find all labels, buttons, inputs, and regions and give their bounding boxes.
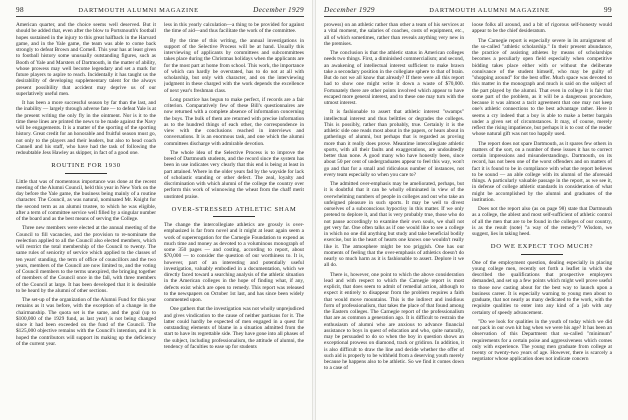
magazine-title: DARTMOUTH ALUMNI MAGAZINE xyxy=(429,7,550,14)
paragraph: Does not the report also (as on page 98) state that Dartmouth as a college, the ablest and most self-sufficient of athletic control of all the men that are to be found in the colleges of our country, is as the result (note) "a way of the remedy"? Wisdom, we suggest, lies in taking heed. xyxy=(472,206,612,237)
section-heading: OVER-STRESSED ATHLETIC SHAM xyxy=(171,205,297,213)
section-heading: ROUTINE FOR 1930 xyxy=(51,162,121,170)
paragraph: One gathers that the investigation was not wholly unprejudiced and gives vindication to the cause of neither partisans for it. The latter could hardly be expected of men engaged in a quest for outstanding elements of blame in a situation admitted from the start to have its regrettable side. They have gone into all phases of the subject, including professionalism, the attitude of alumni, the tendency of faculties to ease up for students xyxy=(164,306,304,350)
section-divider xyxy=(213,216,255,217)
paragraph: The set-up of the organization of the Alumni Fund for this year remains as it was before, with the exception of a change in the chairmanship. The quota set is the same, and the goal (up to $100,000 of the 1929 fund, as last year) is not being changed since it had been exceeded on the fund of the Council. The $125,000 objective remains with the Council's intention, and it is hoped the contributors will support its making up the deficiency of the current year. xyxy=(16,297,156,347)
right-column-2 xyxy=(472,22,612,420)
right-page-columns xyxy=(324,22,612,420)
page-number: 98 xyxy=(16,6,24,14)
paragraph: Little that was of momentous importance was done at the recent meeting of the Alumni Council, held this year in New York on the day before the Yale game, the business being mainly of a routine character. The Council, as was natural, nominated Mr. Knight for the second term as an alumni trustee, to which he was eligible, after a term of committee service well filled by a singular number of the board and as the best means of serving the College. xyxy=(16,178,156,222)
paragraph: less in this yearly calculation—a thing to be provided for against the time of aid—and thus facilitate the work of the committee. xyxy=(164,22,304,35)
paragraph: The change the intercollegiate athletics are grossly is over-emphasized is far from novel and it might at least again seem a work of supererogation for the Carnegie Foundation to expend as much time and money as devoted to a voluminous monograph of some 350 pages — and costing, according to report, about $70,000 — to consider the question of our worthiness to. It is, however, part of an interesting and potentially useful investigation, valuably embodied in a documentation, which we directly faced toward a searching analysis of the athletic situation in the American colleges in the hope of finding what, if any, defects exist which are open to remedy. This report was released to the newspapers on October 1st last, and has since been widely commented upon. xyxy=(164,222,304,303)
section-divider xyxy=(65,173,107,174)
right-page xyxy=(316,0,628,420)
paragraph: Three new members were elected at the annual meeting of the Council to fill vacancies, and the provision to re-nominate the reelection applied to all the Council also elected members, which will restrict the total membership of the Council to twenty. The same rules of seniority of service which applied to the classes of ten years' standing, the term of office of councillors and the two years, members of the Council are now limited to, and the voting of Council members to the terms unexpired, the bringing together of members of the Council once in the fall, with three members of the Council at large. It has been developed that it is desirable to be heard by the alumni of other sections. xyxy=(16,225,156,294)
paragraph: Long practice has begun to make perfect, if records are a fair criterion. Comparatively few of these Bill's questionnaires are now returned with a complete absence of information concerning the boys. The bulk of them are returned with precise information as to the hundred things of each other, the correspondence in view with the conclusions reached in interviews and conversations. It is an enormous task, and one which the alumni committees discharge with admirable devotion. xyxy=(164,96,304,147)
left-page-columns xyxy=(16,22,304,420)
left-column-2 xyxy=(164,22,304,420)
paragraph: One of the employment question, dealing especially in placing young college men, recently set forth a leaflet in which she described the qualifications that prospective employers demanded, and set up a few points which might well prove useful to those now casting about for the best way to launch upon a business career. It is especially warning to young men about to graduate, that not nearly as many dedicated to the work, with the requisite qualities to enter into any kind of a job with any certainty of speedy advancement. xyxy=(472,259,612,316)
paragraph: "Do we look for qualities in the youth of today which we did not pack in our own kit bag when we were his age? It has been an observation of this Department that so-called "minimum" requirements for a certain poise and aggressiveness which comes only with experience. The young men graduate from college at twenty or twenty-two years of age. However, there is scarcely a negotiator whose application does not indicate concern xyxy=(472,318,612,363)
paragraph: loose folks all around, and a bit of rigorous self-honesty would appear to be the chief desideratum. xyxy=(472,22,612,35)
paragraph: American quarter, and the choice seems well deserved. But it should be added that, even after the blow to Portsmouth's football hopes sustained in the injury to this great halfback in the Harvard game, and in the Yale game, the team was able to come back strongly to defeat Brown and Cornell. This year has at least given to football history some unusually outstanding figures, such as Booth of Yale and Marsters of Dartmouth, in the matter of ability, whose prowess may well become legendary and set a mark for future players to aspire to reach. Incidentally it has taught us the desirability of developing supplementary talent for the always present possibility that accident may deprive us of our superlatively useful men. xyxy=(16,22,156,97)
paragraph: By the time of this writing, the annual investigations in support of the Selective Process will be at hand. Usually this interviewing of applicants by committees and subcommittees takes place during the Christmas holidays when the applicants are for the most part at home from school. This work, the importance of which can hardly be overstated, has to do not at all with scholarship, but only with character, and on the interviewing judgment in these charged with the work depends the excellence of next year's freshman class. xyxy=(164,37,304,94)
paragraph: The Carnegie report is especially severe in its arraignment of the so-called "athletic scholarship." In their present abundance, the practice of assisting athletes by means of scholarships becomes a peculiarly open field especially when competitive bidding takes place either with or without the deliberate connivance of the student himself, who may be guilty of "shopping around" for the best offer. Much space was devoted to this matter in the monograph and much is said on the subject of the part played by the alumni. That even in college it is fair that some part of the problem, as it will be a dangerous procedure, because it was almost a tacit agreement that one may not keep one's athletic connections to the best advantage rather. Here it seems a cry indeed that a boy is able to make a better bargain under a given set of circumstances. It may, of course, merely reflect the rising impatience, but perhaps it is to cost of the reader whose natural gift was not too happily used. xyxy=(472,37,612,138)
page-number: 99 xyxy=(604,6,612,14)
issue-date: December 1929 xyxy=(253,6,304,14)
paragraph: The report does not spare Dartmouth, as it spares few others in matters of the sort, on a number of these issues it has to correct certain impressions and misunderstandings. Dartmouth, on its record, has not been one of the worst offenders and on matters of fact it is found to be in compliance with what the report believes to be sound — an able college with its alumni of the aforesaid things. A particularly valuable passage in the report, as we see it, in defense of college athletic standards in consideration of what might be accomplished by the alumni and graduates of the institution. xyxy=(472,140,612,203)
running-header-left xyxy=(16,6,304,17)
paragraph: It has been a more successful season by far than the last, and the inability — largely through adverse fate — to defeat Yale is at the present writing the only fly in the ointment. Nor is it to the time these lines are printed the news to be made against the Navy will be engagements. It is a matter of the sporting of the sporting history. Great credit for an honorable and fruitful season must go, not only to the players and their leaders, but also to head coach Cannell and his staff, who have had the task of following the redoubtable Jess Hawley as skipper, in fact of a good one. xyxy=(16,100,156,156)
section-heading: DO WE EXPECT TOO MUCH? xyxy=(490,243,594,251)
right-column-1 xyxy=(324,22,464,420)
section-divider xyxy=(521,254,563,255)
paragraph: There is, however, one point to which the above consideration lead and with respect to which the Carnegie report is most explicit, that does seem to admit of remedial action, although to expect it entirely to disappear from the problem requires a faith that would move mountains. This is the indirect and insidious form of professionalism, that takes the place of that found among the Eastern colleges. The Carnegie report of the professionalism that are as common a generation ago. It is difficult to restrain the enthusiasm of alumni who are anxious to advance financial assistance to boys in quest of education and who, quite naturally, may be persuaded to do so when the boy in question shows an exceptional prowess on diamond, track or gridiron. In addition, it is also difficult to draw the line and decide whether the offer of such aid is properly to be withheld from a deserving youth merely because he happens also to be athletic. So we find it comes down to a case of xyxy=(324,271,464,372)
left-page xyxy=(0,0,312,420)
magazine-title: DARTMOUTH ALUMNI MAGAZINE xyxy=(78,7,199,14)
paragraph: prowess) on an athletic rather than other a team of his services at a vital moment, the salaries of coaches, costs of equipment, etc., all of which sometimes, rather than reveals anything very new in the premises. xyxy=(324,22,464,47)
running-header-right xyxy=(324,6,612,17)
paragraph: The whole idea of the Selective Process is to improve the breed of Dartmouth students, and the record since the system has been in use indicates very clearly that this end is being at least in part attained. Where in the older years fad by the wayside for lack of scholastic standing or other defect. The zeal, loyalty and discrimination with which alumni of the college the country over perform this work of winnowing the wheat from the chaff merit unstinted praise. xyxy=(164,149,304,200)
left-column-1 xyxy=(16,22,156,420)
paragraph: The conclusion is that the athletic status in American colleges needs two things. First, a diminished commercialism; and second, an awakening of intellectual interest sufficient to make brawn take a secondary position in the collegiate sphere to that of brain. But do not we all know that already? If there were all this report had to show one might write it down a waste of $70,000. Fortunately there are other points involved which appear to have escaped more general interest, and to these one may turn with the utmost interest. xyxy=(324,50,464,106)
paragraph: The admitted over-emphasis may be ameliorated, perhaps, but it is doubtful that it can be wholly eliminated in view of the overwhelming numbers of people in colleges and out who take an unfeigned pleasure in such sports. It may be well to divest ourselves of a subconscious hypocrisy in this matter. If we only pretend to deplore it, and that is very probably true, those who do not pause accordingly to examine their own souls, we shall not get very far. One often talks as if one would like to see a college in which no one did anything but study and take beneficial bodily exercise, but in the heart of hearts one knows one wouldn't really like it. The atmosphere might be too priggish. One has our moments of feeling that the over-emphasis of athletics doesn't do nearly so much harm as it is fashionable to assert. Deplore it we all do. xyxy=(324,181,464,269)
paragraph: It is fashionable to assert that athletic interest "swamps" intellectual interest and thus belittles or degrades the colleges. This is possibly, rather than probably, true. Certainly it is the athletic side one reads most about in the papers, or hears about in gatherings of alumni, but perhaps that is regarded as proving more than it really does prove. Meantime intercollegiate athletic sports, with all their faults and exaggerations, are undoubtedly better than none. A good many who have honestly been, since about 50 per cent of undergraduates appear to feel this way, won't go and that for a small and ridiculous number of instances, not every team especially so when you care to? xyxy=(324,109,464,178)
issue-date: December 1929 xyxy=(324,6,375,14)
